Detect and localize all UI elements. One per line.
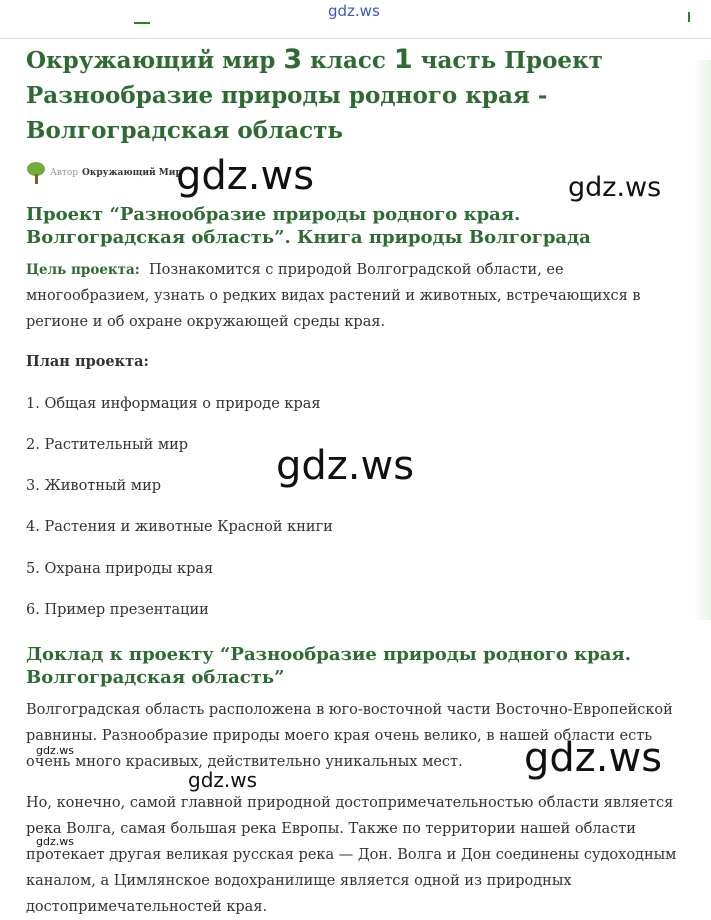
author-label: Автор	[50, 168, 79, 178]
title-part-number: 1	[393, 44, 413, 75]
watermark: gdz.ws	[36, 835, 74, 848]
title-grade: 3	[283, 44, 303, 75]
page-title	[26, 42, 686, 148]
watermark: gdz.ws	[36, 744, 74, 757]
report-paragraph: Но, конечно, самой главной природной достопримечательностью области является река Волга, самая большая река Европы. Также по территории нашей области протекает другая великая русская река — Дон. Волга и Дон соединены судоходным каналом, а Цимлянское водохранилище является одной из природных достопримечательностей края.	[26, 795, 677, 915]
plan-label: План проекта:	[26, 353, 149, 370]
watermark: gdz.ws	[176, 153, 315, 199]
title-part-1: Окружающий мир	[26, 47, 284, 74]
plan-item: 4. Растения и животные Красной книги	[26, 519, 333, 535]
watermark-top: gdz.ws	[328, 2, 380, 20]
watermark: gdz.ws	[276, 443, 415, 489]
report-paragraph: Волгоградская область расположена в юго-восточной части Восточно-Европейской равнины. Разнообразие природы моего края очень велико, в нашей области есть очень много красивых, действительно уникальных мест.	[26, 702, 673, 770]
project-goal	[26, 257, 686, 335]
section-heading-project: Проект “Разнообразие природы родного края. Волгоградская область”. Книга природы Волгограда	[26, 204, 591, 248]
menu-tick-icon[interactable]	[688, 12, 690, 22]
plan-item: 5. Охрана природы края	[26, 561, 214, 577]
menu-dash-icon[interactable]	[134, 22, 150, 24]
watermark: gdz.ws	[568, 172, 662, 203]
author-name[interactable]: Окружающий Мир	[82, 168, 182, 178]
watermark: gdz.ws	[524, 735, 663, 781]
section-heading-report: Доклад к проекту “Разнообразие природы родного края. Волгоградская область”	[26, 644, 631, 688]
plan-item: 6. Пример презентации	[26, 602, 209, 618]
plan-item: 1. Общая информация о природе края	[26, 396, 321, 412]
goal-label: Цель проекта:	[26, 262, 140, 278]
plan-item: 2. Растительный мир	[26, 437, 189, 453]
plan-item: 3. Животный мир	[26, 478, 162, 494]
title-part-3: часть Проект Разнообразие природы родного края - Волгоградская область	[26, 47, 603, 144]
tree-icon	[26, 162, 46, 184]
author-line	[26, 162, 182, 184]
goal-text: Познакомится с природой Волгоградской области, ее многообразием, узнать о редких видах растений и животных, встречающихся в регионе и об охране окружающей среды края.	[26, 262, 641, 330]
sidebar-edge	[693, 60, 711, 620]
title-part-2: класс	[302, 47, 394, 74]
watermark: gdz.ws	[188, 768, 258, 792]
top-bar	[0, 0, 711, 39]
